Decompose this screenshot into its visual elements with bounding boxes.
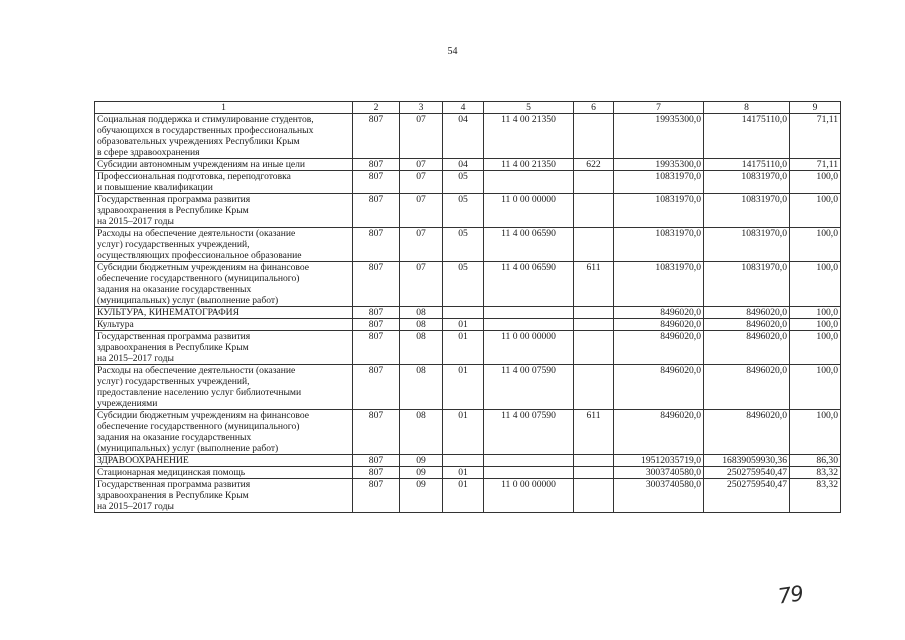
table-cell-col-5 [484, 455, 574, 467]
table-row [95, 467, 841, 479]
table-cell-col-1: Стационарная медицинская помощь [95, 467, 353, 479]
table-cell-col-4: 05 [443, 194, 484, 228]
table-cell-col-1: Профессиональная подготовка, переподготовка и повышение квалификации [95, 171, 353, 194]
table-cell-col-2: 807 [353, 365, 400, 410]
table-cell-col-4 [443, 307, 484, 319]
table-cell-col-3: 08 [400, 319, 443, 331]
table-cell-col-2: 807 [353, 467, 400, 479]
handwritten-page-mark: 79 [776, 581, 805, 609]
table-cell-col-5 [484, 467, 574, 479]
table-cell-col-7: 8496020,0 [614, 319, 704, 331]
table-cell-col-2: 807 [353, 262, 400, 307]
table-cell-col-1: Культура [95, 319, 353, 331]
table-cell-col-5: 11 4 00 06590 [484, 262, 574, 307]
table-cell-col-6: 611 [574, 262, 614, 307]
table-cell-col-3: 08 [400, 307, 443, 319]
table-cell-col-8: 10831970,0 [704, 171, 790, 194]
header-col-3: 3 [400, 102, 443, 114]
table-cell-col-2: 807 [353, 410, 400, 455]
table-cell-col-8: 10831970,0 [704, 194, 790, 228]
table-cell-col-1: КУЛЬТУРА, КИНЕМАТОГРАФИЯ [95, 307, 353, 319]
table-cell-col-1: Субсидии бюджетным учреждениям на финансовое обеспечение государственного (муниципального) задания на оказание государственных (муниципальных) услуг (выполнение работ) [95, 262, 353, 307]
table-cell-col-7: 10831970,0 [614, 194, 704, 228]
table-cell-col-7: 3003740580,0 [614, 479, 704, 513]
table-cell-col-2: 807 [353, 479, 400, 513]
table-cell-col-6 [574, 319, 614, 331]
table-cell-col-3: 07 [400, 114, 443, 159]
table-cell-col-7: 10831970,0 [614, 228, 704, 262]
table-cell-col-7: 3003740580,0 [614, 467, 704, 479]
table-cell-col-9: 100,0 [790, 228, 841, 262]
table-row [95, 262, 841, 307]
table-cell-col-2: 807 [353, 171, 400, 194]
table-cell-col-7: 19935300,0 [614, 114, 704, 159]
table-cell-col-4: 04 [443, 159, 484, 171]
table-cell-col-1: Социальная поддержка и стимулирование студентов, обучающихся в государственных профессиональных образовательных учреждениях Республики Крым в сфере здравоохранения [95, 114, 353, 159]
table-cell-col-4 [443, 455, 484, 467]
table-cell-col-6: 611 [574, 410, 614, 455]
header-col-2: 2 [353, 102, 400, 114]
table-cell-col-8: 2502759540,47 [704, 467, 790, 479]
table-cell-col-8: 8496020,0 [704, 319, 790, 331]
table-cell-col-9: 100,0 [790, 331, 841, 365]
table-cell-col-3: 07 [400, 228, 443, 262]
table-cell-col-1: Государственная программа развития здравоохранения в Республике Крым на 2015–2017 годы [95, 479, 353, 513]
table-cell-col-9: 100,0 [790, 307, 841, 319]
table-cell-col-9: 100,0 [790, 319, 841, 331]
table-row [95, 307, 841, 319]
table-cell-col-2: 807 [353, 319, 400, 331]
table-cell-col-5 [484, 171, 574, 194]
table-cell-col-4: 04 [443, 114, 484, 159]
table-cell-col-8: 8496020,0 [704, 365, 790, 410]
table-cell-col-9: 71,11 [790, 114, 841, 159]
table-row [95, 228, 841, 262]
table-cell-col-6 [574, 114, 614, 159]
table-cell-col-2: 807 [353, 114, 400, 159]
table-cell-col-3: 09 [400, 467, 443, 479]
table-cell-col-7: 19935300,0 [614, 159, 704, 171]
table-cell-col-4: 01 [443, 479, 484, 513]
header-col-1: 1 [95, 102, 353, 114]
table-cell-col-8: 14175110,0 [704, 159, 790, 171]
table-cell-col-3: 07 [400, 159, 443, 171]
table-row [95, 171, 841, 194]
header-col-5: 5 [484, 102, 574, 114]
table-cell-col-6 [574, 365, 614, 410]
table-cell-col-9: 100,0 [790, 194, 841, 228]
table-cell-col-6: 622 [574, 159, 614, 171]
table-cell-col-4: 01 [443, 410, 484, 455]
table-cell-col-3: 08 [400, 410, 443, 455]
table-cell-col-9: 71,11 [790, 159, 841, 171]
table-cell-col-6 [574, 455, 614, 467]
table-cell-col-7: 8496020,0 [614, 365, 704, 410]
table-cell-col-2: 807 [353, 159, 400, 171]
table-cell-col-5: 11 4 00 07590 [484, 410, 574, 455]
table-header-row [95, 102, 841, 114]
table-cell-col-8: 10831970,0 [704, 262, 790, 307]
table-cell-col-9: 100,0 [790, 171, 841, 194]
table-cell-col-6 [574, 194, 614, 228]
table-cell-col-4: 01 [443, 319, 484, 331]
table-row [95, 331, 841, 365]
table-cell-col-3: 09 [400, 479, 443, 513]
table-cell-col-8: 16839059930,36 [704, 455, 790, 467]
table-cell-col-8: 8496020,0 [704, 410, 790, 455]
table-cell-col-9: 83,32 [790, 467, 841, 479]
table-cell-col-5: 11 0 00 00000 [484, 479, 574, 513]
table-cell-col-8: 8496020,0 [704, 307, 790, 319]
table-cell-col-1: Государственная программа развития здравоохранения в Республике Крым на 2015–2017 годы [95, 331, 353, 365]
header-col-9: 9 [790, 102, 841, 114]
header-col-4: 4 [443, 102, 484, 114]
table-cell-col-1: Расходы на обеспечение деятельности (оказание услуг) государственных учреждений, осуществляющих профессиональное образование [95, 228, 353, 262]
table-cell-col-8: 8496020,0 [704, 331, 790, 365]
table-cell-col-8: 2502759540,47 [704, 479, 790, 513]
table-cell-col-4: 01 [443, 365, 484, 410]
table-cell-col-5: 11 4 00 21350 [484, 159, 574, 171]
table-cell-col-2: 807 [353, 307, 400, 319]
table-row [95, 159, 841, 171]
table-cell-col-4: 05 [443, 262, 484, 307]
table-cell-col-6 [574, 331, 614, 365]
table-cell-col-4: 05 [443, 228, 484, 262]
table-cell-col-3: 08 [400, 331, 443, 365]
table-cell-col-1: Расходы на обеспечение деятельности (оказание услуг) государственных учреждений, предоставление населению услуг библиотечными учреждениями [95, 365, 353, 410]
table-cell-col-4: 01 [443, 331, 484, 365]
table-cell-col-1: ЗДРАВООХРАНЕНИЕ [95, 455, 353, 467]
table-cell-col-6 [574, 479, 614, 513]
table-row [95, 365, 841, 410]
table-cell-col-2: 807 [353, 331, 400, 365]
table-cell-col-7: 19512035719,0 [614, 455, 704, 467]
table-cell-col-1: Государственная программа развития здравоохранения в Республике Крым на 2015–2017 годы [95, 194, 353, 228]
table-cell-col-5: 11 4 00 06590 [484, 228, 574, 262]
table-cell-col-6 [574, 467, 614, 479]
table-cell-col-1: Субсидии бюджетным учреждениям на финансовое обеспечение государственного (муниципального) задания на оказание государственных (муниципальных) услуг (выполнение работ) [95, 410, 353, 455]
table-cell-col-9: 83,32 [790, 479, 841, 513]
header-col-6: 6 [574, 102, 614, 114]
table-cell-col-3: 08 [400, 365, 443, 410]
table-cell-col-9: 86,30 [790, 455, 841, 467]
table-cell-col-6 [574, 307, 614, 319]
table-row [95, 410, 841, 455]
table-row [95, 319, 841, 331]
table-cell-col-3: 07 [400, 262, 443, 307]
table-cell-col-5: 11 0 00 00000 [484, 331, 574, 365]
table-cell-col-5: 11 4 00 21350 [484, 114, 574, 159]
table-cell-col-4: 05 [443, 171, 484, 194]
table-cell-col-7: 8496020,0 [614, 410, 704, 455]
table-row [95, 194, 841, 228]
table-cell-col-3: 09 [400, 455, 443, 467]
table-cell-col-6 [574, 171, 614, 194]
table-cell-col-7: 10831970,0 [614, 171, 704, 194]
table-cell-col-2: 807 [353, 194, 400, 228]
budget-table [94, 101, 841, 513]
table-row [95, 455, 841, 467]
table-cell-col-9: 100,0 [790, 410, 841, 455]
table-cell-col-3: 07 [400, 171, 443, 194]
header-col-7: 7 [614, 102, 704, 114]
table-cell-col-5: 11 0 00 00000 [484, 194, 574, 228]
table-cell-col-6 [574, 228, 614, 262]
table-cell-col-9: 100,0 [790, 262, 841, 307]
table-cell-col-5: 11 4 00 07590 [484, 365, 574, 410]
table-cell-col-7: 10831970,0 [614, 262, 704, 307]
table-cell-col-8: 10831970,0 [704, 228, 790, 262]
table-row [95, 114, 841, 159]
table-cell-col-4: 01 [443, 467, 484, 479]
table-row [95, 479, 841, 513]
table-cell-col-1: Субсидии автономным учреждениям на иные цели [95, 159, 353, 171]
page-number: 54 [447, 46, 458, 57]
table-cell-col-8: 14175110,0 [704, 114, 790, 159]
table-cell-col-3: 07 [400, 194, 443, 228]
table-cell-col-5 [484, 319, 574, 331]
table-cell-col-7: 8496020,0 [614, 331, 704, 365]
table-cell-col-7: 8496020,0 [614, 307, 704, 319]
table-body [95, 114, 841, 513]
table-cell-col-5 [484, 307, 574, 319]
header-col-8: 8 [704, 102, 790, 114]
table-cell-col-9: 100,0 [790, 365, 841, 410]
table-cell-col-2: 807 [353, 455, 400, 467]
table-cell-col-2: 807 [353, 228, 400, 262]
